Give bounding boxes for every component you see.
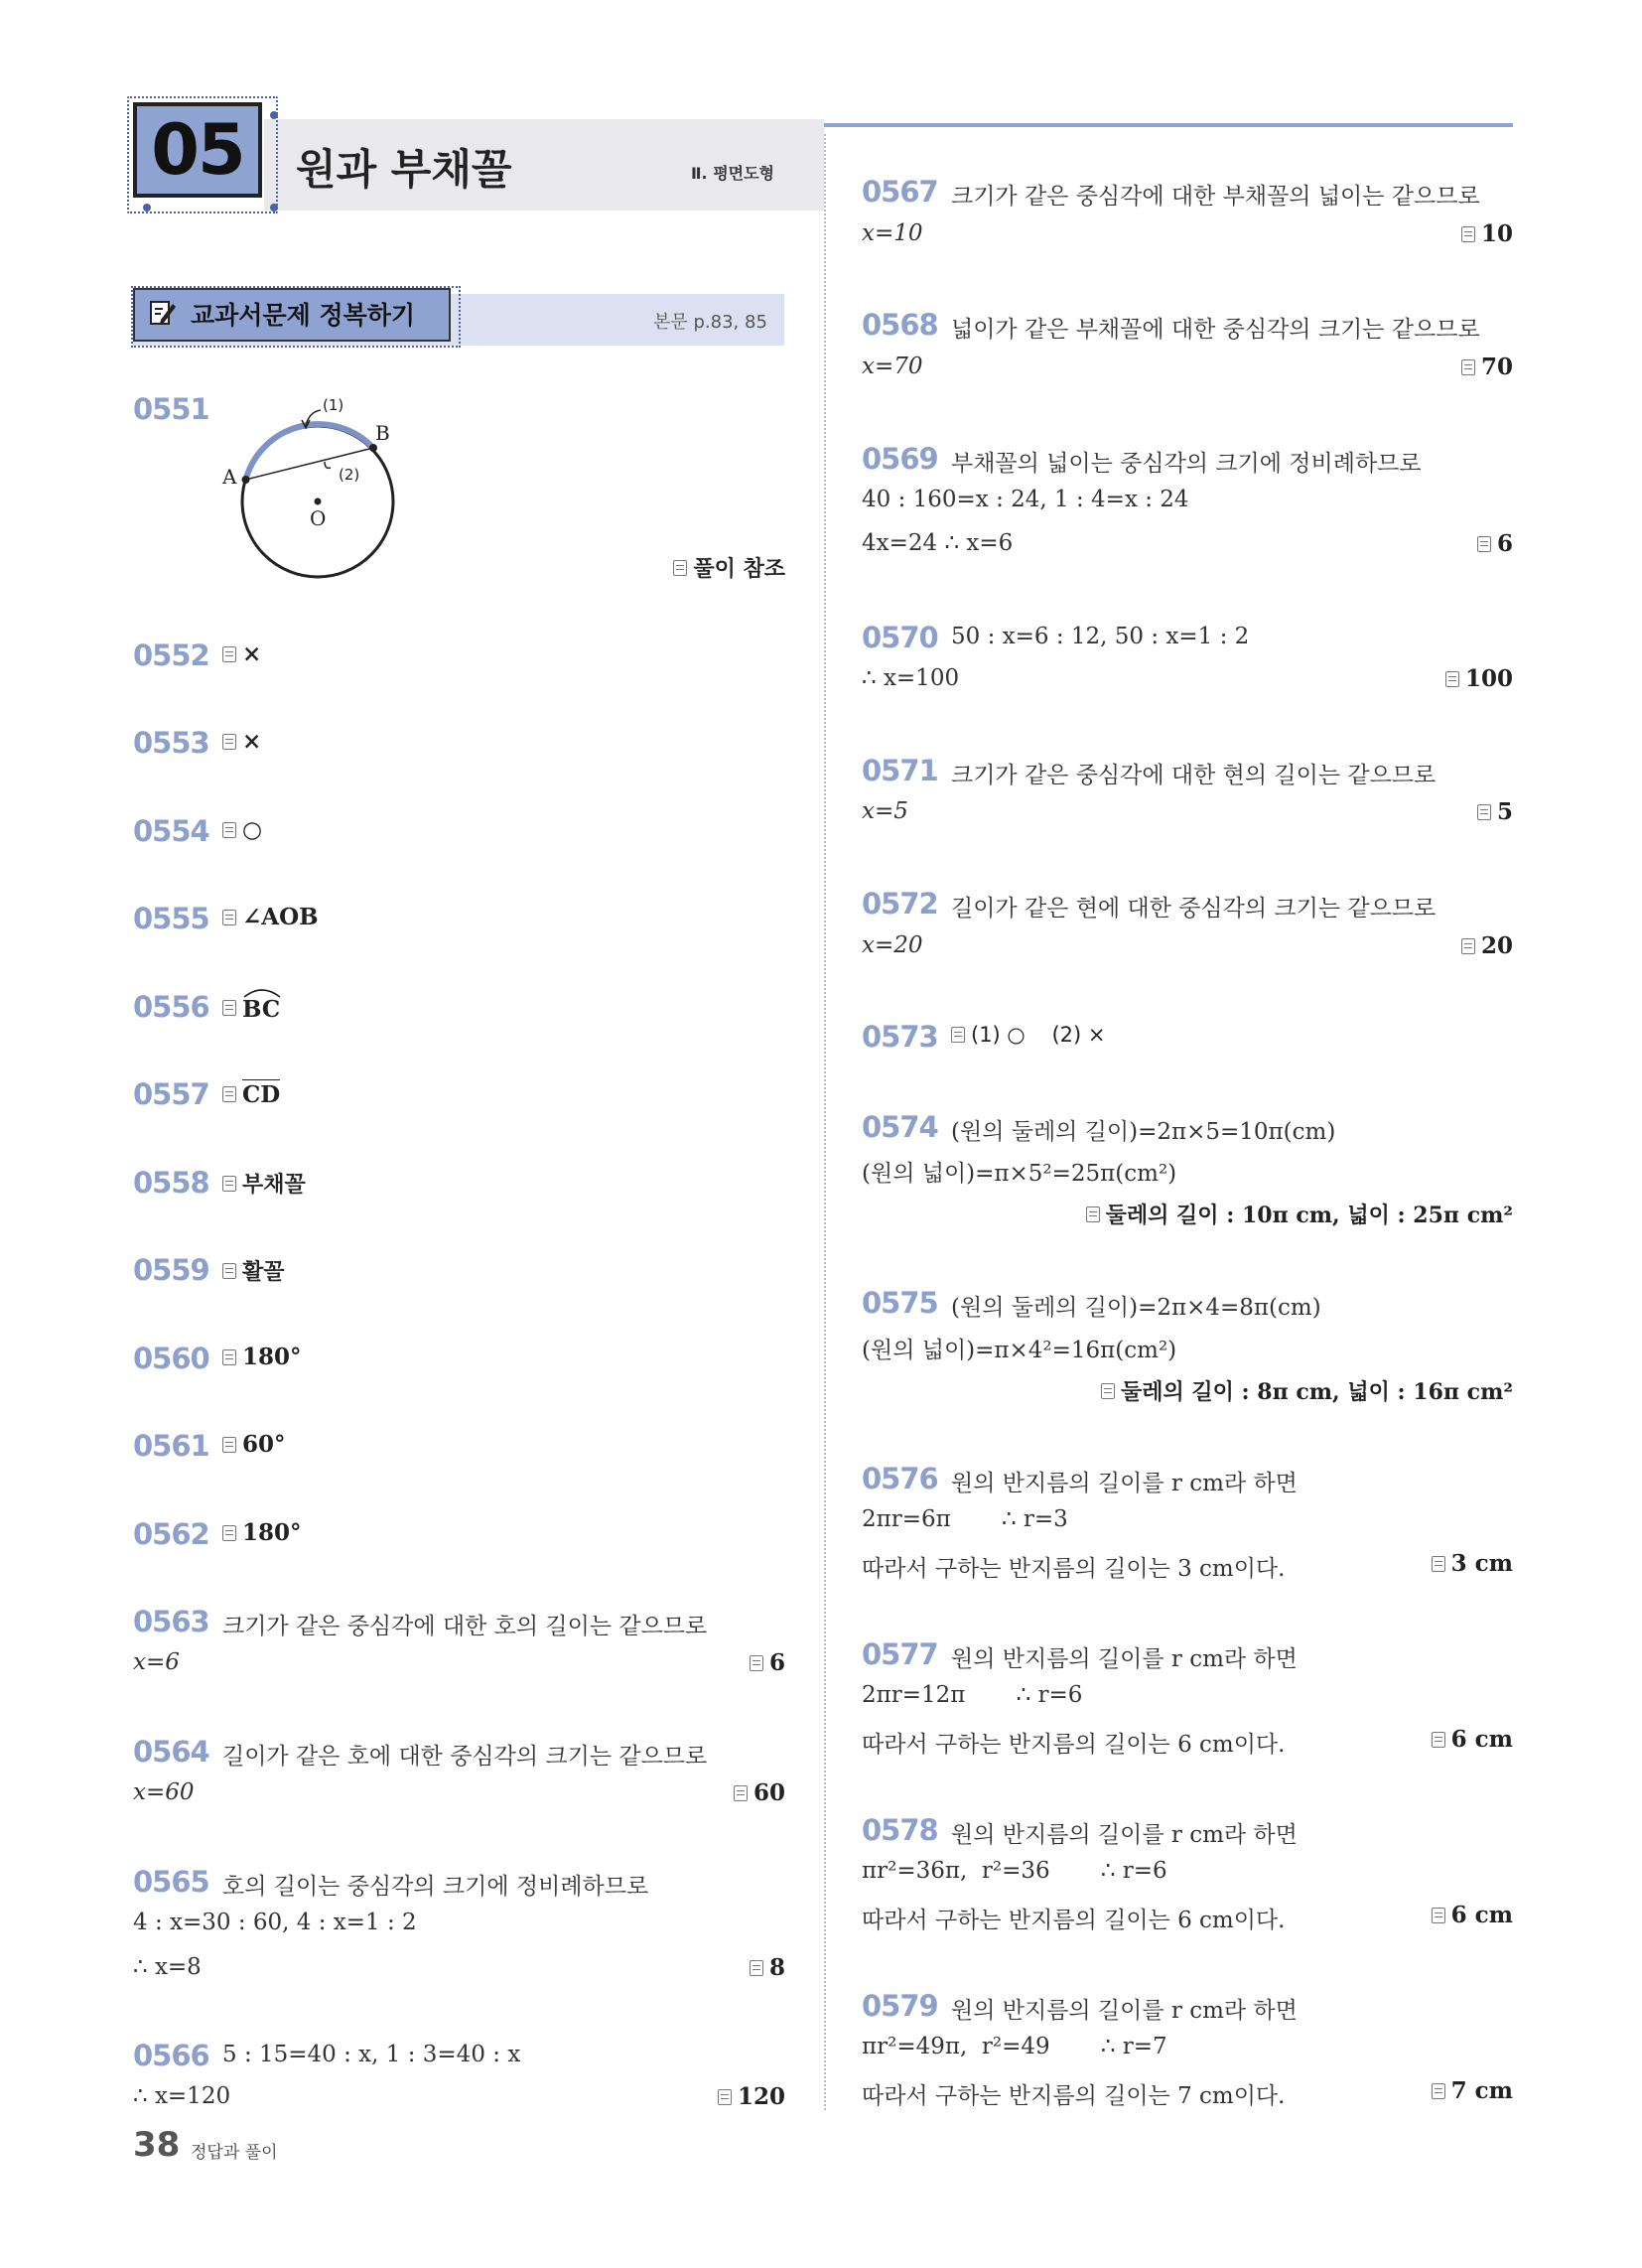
problem-number: 0569	[862, 442, 938, 476]
section-title: 교과서문제 정복하기	[191, 301, 416, 330]
page-number: 38	[133, 2125, 181, 2165]
answer-icon	[1432, 2083, 1445, 2099]
solution-line: 따라서 구하는 반지름의 길이는 6 cm이다.	[862, 1908, 1286, 1933]
solution-line: 크기가 같은 중심각에 대한 부채꼴의 넓이는 같으므로	[951, 184, 1480, 210]
answer: 6 cm	[1432, 1726, 1513, 1753]
problem-number: 0568	[862, 308, 938, 342]
answer-icon	[1477, 536, 1491, 552]
solution-line: πr²=36π, r²=36 ∴ r=6	[862, 1858, 1167, 1884]
solution-line: 4 : x=30 : 60, 4 : x=1 : 2	[133, 1910, 417, 1935]
answer: ○	[222, 816, 262, 843]
answer-icon	[1432, 1732, 1445, 1748]
answer-icon	[222, 910, 236, 925]
problem-number: 0563	[133, 1605, 209, 1638]
frame-dot	[143, 204, 151, 212]
answer: 부채꼴	[222, 1168, 306, 1199]
problem-number: 0576	[862, 1462, 938, 1495]
solution-line: (원의 둘레의 길이)=2π×5=10π(cm)	[951, 1119, 1336, 1145]
answer-icon	[222, 1263, 236, 1279]
answer-icon	[1461, 359, 1475, 375]
answer-icon	[222, 1086, 236, 1102]
solution-line: (원의 넓이)=π×4²=16π(cm²)	[862, 1338, 1177, 1363]
problem-number: 0562	[133, 1517, 209, 1551]
answer: 8	[750, 1954, 785, 1981]
solution-line: x=5	[862, 798, 908, 824]
problem-number: 0559	[133, 1253, 209, 1287]
answer-icon	[222, 1437, 236, 1453]
answer-icon	[222, 734, 236, 750]
answer: 7 cm	[1432, 2077, 1513, 2104]
solution-line: 원의 반지름의 길이를 r cm라 하면	[951, 1822, 1298, 1848]
problem-number: 0574	[862, 1110, 938, 1144]
answer: 100	[1445, 665, 1513, 692]
problem-number: 0578	[862, 1813, 938, 1847]
figure-label-2: (2)	[339, 466, 360, 484]
solution-line: (원의 넓이)=π×5²=25π(cm²)	[862, 1161, 1177, 1187]
solution-line: 2πr=12π ∴ r=6	[862, 1682, 1083, 1708]
answer-icon	[1477, 804, 1491, 820]
problem-number: 0570	[862, 621, 938, 654]
solution-line: πr²=49π, r²=49 ∴ r=7	[862, 2034, 1167, 2059]
answer-icon	[222, 1176, 236, 1192]
answer: ×	[222, 728, 261, 755]
answer: 풀이 참조	[673, 552, 785, 583]
solution-line: 호의 길이는 중심각의 크기에 정비례하므로	[222, 1874, 649, 1900]
answer: 둘레의 길이 : 8π cm, 넓이 : 16π cm²	[1101, 1375, 1513, 1406]
answer: ∠AOB	[222, 904, 319, 930]
solution-line: ∴ x=8	[133, 1954, 202, 1980]
answer-icon	[673, 560, 687, 576]
answer: 3 cm	[1432, 1550, 1513, 1577]
solution-line: 2πr=6π ∴ r=3	[862, 1506, 1068, 1532]
chapter-number: 05	[133, 102, 262, 198]
answer: 60	[734, 1779, 785, 1806]
solution-line: 5 : 15=40 : x, 1 : 3=40 : x	[222, 2042, 521, 2067]
solution-line: x=20	[862, 932, 923, 958]
problem-number: 0556	[133, 990, 209, 1024]
answer: 70	[1461, 354, 1513, 380]
answer-icon	[1432, 1908, 1445, 1923]
solution-line: 길이가 같은 현에 대한 중심각의 크기는 같으므로	[951, 896, 1437, 921]
problem-number: 0573	[862, 1020, 938, 1054]
answer: 60°	[222, 1431, 286, 1458]
solution-line: 따라서 구하는 반지름의 길이는 7 cm이다.	[862, 2083, 1286, 2109]
solution-line: 원의 반지름의 길이를 r cm라 하면	[951, 1998, 1298, 2024]
solution-line: 원의 반지름의 길이를 r cm라 하면	[951, 1471, 1298, 1496]
solution-line: 부채꼴의 넓이는 중심각의 크기에 정비례하므로	[951, 451, 1422, 477]
answer: 120	[718, 2083, 785, 2110]
answer-icon	[1461, 226, 1475, 242]
answer: 180°	[222, 1344, 302, 1370]
answer-icon	[222, 822, 236, 838]
column-divider	[824, 134, 826, 2110]
figure-label-o: O	[310, 506, 327, 530]
chapter-subtitle: Ⅱ. 평면도형	[691, 164, 775, 183]
solution-line: x=70	[862, 354, 923, 379]
arc-symbol	[242, 986, 282, 998]
answer-icon	[951, 1027, 965, 1043]
problem-number: 0577	[862, 1637, 938, 1671]
answer-icon	[750, 1960, 763, 1976]
problem-number: 0552	[133, 638, 209, 672]
problem-number: 0553	[133, 726, 209, 760]
problem-number: 0551	[133, 392, 209, 426]
solution-line: x=6	[133, 1649, 180, 1675]
answer: 180°	[222, 1519, 302, 1546]
problem-number: 0571	[862, 754, 938, 787]
solution-line: 크기가 같은 중심각에 대한 호의 길이는 같으므로	[222, 1614, 708, 1639]
solution-line: x=10	[862, 220, 923, 246]
answer-icon	[750, 1655, 763, 1671]
problem-number: 0567	[862, 175, 938, 209]
answer-icon	[222, 1000, 236, 1016]
problem-number: 0565	[133, 1865, 209, 1899]
right-column-top-rule	[824, 123, 1513, 127]
answer: 6 cm	[1432, 1902, 1513, 1928]
problem-number: 0560	[133, 1342, 209, 1375]
problem-number: 0564	[133, 1735, 209, 1769]
problem-number: 0572	[862, 887, 938, 921]
frame-dot	[270, 111, 278, 119]
answer: 둘레의 길이 : 10π cm, 넓이 : 25π cm²	[1086, 1199, 1513, 1229]
solution-line: 넓이가 같은 부채꼴에 대한 중심각의 크기는 같으므로	[951, 317, 1480, 343]
section-page-reference: 본문 p.83, 85	[653, 312, 767, 333]
solution-line: 따라서 구하는 반지름의 길이는 3 cm이다.	[862, 1556, 1286, 1582]
answer-icon	[222, 1525, 236, 1541]
solution-line: x=60	[133, 1779, 195, 1805]
solution-line: 40 : 160=x : 24, 1 : 4=x : 24	[862, 487, 1189, 512]
chapter-title: 원과 부채꼴	[296, 145, 512, 194]
answer: BC	[222, 992, 280, 1023]
figure-label-1: (1)	[323, 396, 344, 414]
answer	[222, 1079, 280, 1108]
figure-label-b: B	[375, 421, 390, 445]
solution-line: 4x=24 ∴ x=6	[862, 530, 1014, 556]
problem-number: 0561	[133, 1429, 209, 1463]
solution-line: ∴ x=100	[862, 665, 960, 691]
solution-line: 원의 반지름의 길이를 r cm라 하면	[951, 1646, 1298, 1672]
answer-icon	[734, 1785, 748, 1801]
problem-number: 0555	[133, 902, 209, 935]
answer-icon	[1461, 938, 1475, 954]
answer: 활꼴	[222, 1255, 285, 1286]
answer: 6	[1477, 530, 1513, 557]
problem-number: 0566	[133, 2039, 209, 2072]
answer: 6	[750, 1649, 785, 1676]
solution-line: 길이가 같은 호에 대한 중심각의 크기는 같으므로	[222, 1744, 708, 1770]
circle-arc-chord-figure	[213, 392, 412, 586]
solution-line: ∴ x=120	[133, 2083, 231, 2109]
answer-icon	[222, 1349, 236, 1365]
problem-number: 0557	[133, 1077, 209, 1111]
problem-number: 0579	[862, 1989, 938, 2023]
answer-icon	[1086, 1206, 1100, 1222]
solution-line: 50 : x=6 : 12, 50 : x=1 : 2	[951, 624, 1250, 649]
figure-label-a: A	[222, 465, 237, 489]
answer: 20	[1461, 932, 1513, 959]
answer: 5	[1477, 798, 1513, 825]
solution-line: (원의 둘레의 길이)=2π×4=8π(cm)	[951, 1295, 1321, 1321]
answer: ×	[222, 640, 261, 667]
pencil-note-icon	[149, 298, 177, 326]
problem-number: 0558	[133, 1166, 209, 1200]
answer: (1) ○ (2) ×	[951, 1023, 1105, 1047]
answer-icon	[718, 2089, 732, 2105]
answer-icon	[1101, 1383, 1115, 1399]
segment-overline: CD	[242, 1081, 281, 1108]
footer-label: 정답과 풀이	[191, 2143, 278, 2163]
solution-line: 크기가 같은 중심각에 대한 현의 길이는 같으므로	[951, 763, 1437, 788]
answer-icon	[222, 646, 236, 662]
answer: 10	[1461, 220, 1513, 247]
answer-icon	[1432, 1556, 1445, 1572]
problem-number: 0554	[133, 814, 209, 848]
solution-line: 따라서 구하는 반지름의 길이는 6 cm이다.	[862, 1732, 1286, 1758]
problem-number: 0575	[862, 1286, 938, 1320]
frame-dot	[270, 204, 278, 212]
answer-icon	[1445, 671, 1459, 687]
